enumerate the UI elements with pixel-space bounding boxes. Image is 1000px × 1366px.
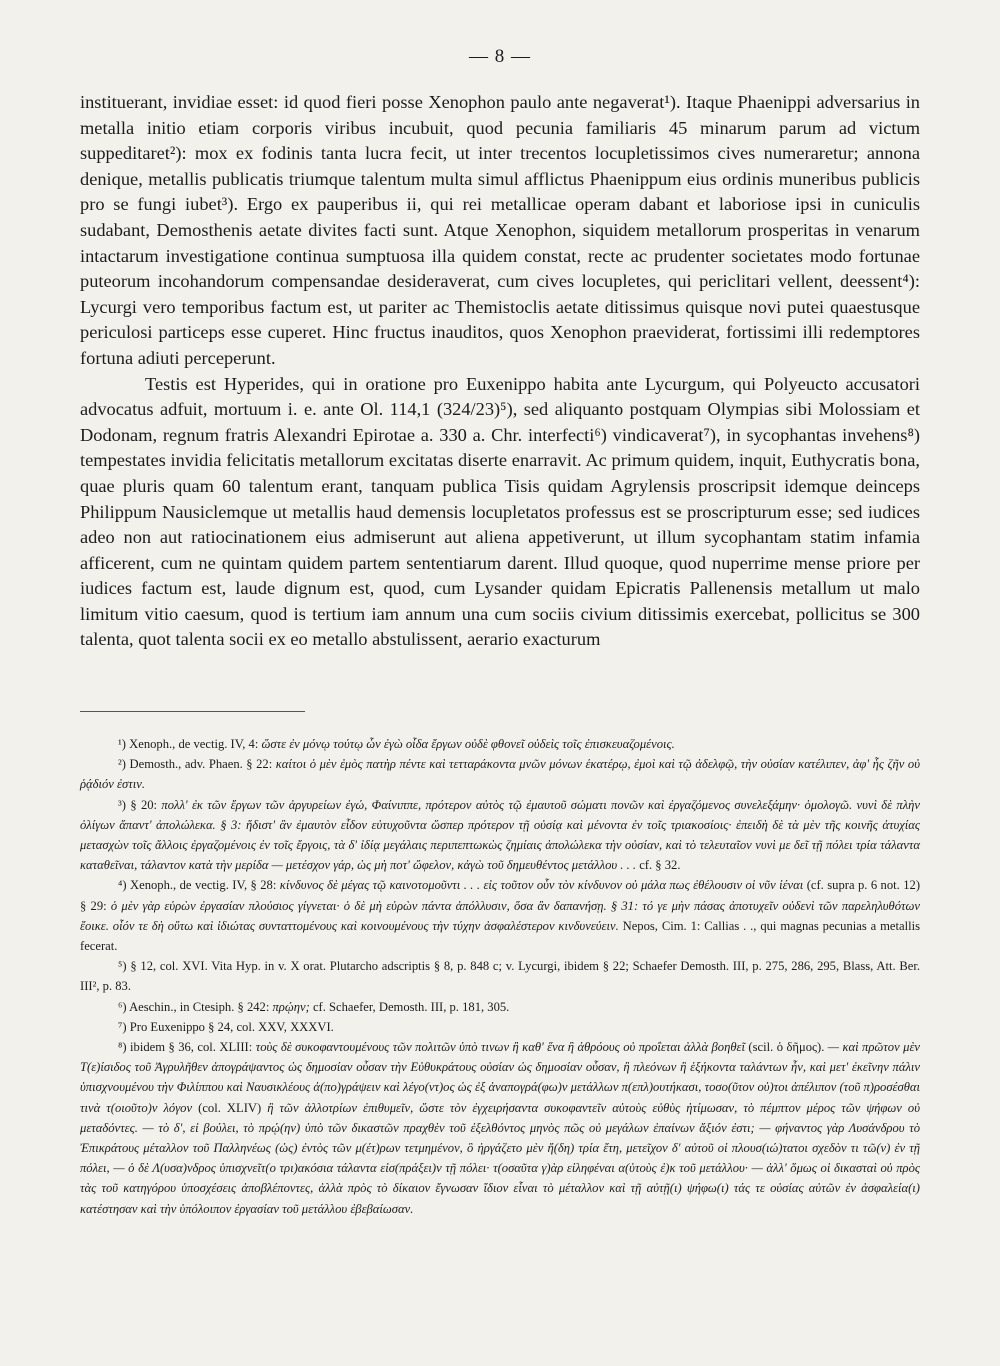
footnote-mark: ⁵) [118, 959, 127, 974]
footnote-mark: ⁴) [118, 878, 127, 893]
footnote-latin-2: cf. Schaefer, Demosth. III, p. 181, 305. [312, 999, 510, 1014]
footnote-latin: Xenoph., de vectig. IV, § 28: [130, 878, 277, 893]
footnote-latin-3: Nepos, Cim. 1: Callias . ., qui magnas pecunias a metallis fecerat. [80, 918, 920, 954]
footnote-mark: ⁶) [118, 999, 127, 1014]
footnote-3 [80, 795, 920, 876]
footnote-greek-3: ἢ τῶν ἀλλοτρίων ἐπιθυμεῖν, ὥστε τὸν ἐγχειρήσαντα συκοφαντεῖν αὐτοὺς εὐθὺς ἠτίμωσαν, τὸ πέμπτον μέρος τῶν ψήφων οὐ μεταδόντες. — τὸ δ', εἰ βούλει, τὸ πρῴ(ην) ὑπὸ τῶν δικαστῶν πραχθὲν τοῦ ἐξελθόντος μηνὸς πῶς οὐ μεγάλων ἐπαίνων ἄξιόν ἐστι; — φήναντος γὰρ Λυσάνδρου τὸ Ἐπικράτους μέταλλον τοῦ Παλληνέως (ὡς) ἐντὸς τῶν μ(έτ)ρων τετμημένον, ὃ ἠργάζετο μὲν ἤ(δη) τρία ἔτη, μετεῖχον δ' αὐτοῦ οἱ πλουσ(ιώ)τατοι σχεδὸν τι τῶ(ν) ἐν τῇ πόλει, — ὁ δὲ Λ(υσα)νδρος ὑπισχνεῖτ(ο τρι)ακόσια τάλαντα εἰσ(πράξει)ν τῇ πόλει· τ(οσαῦτα γ)ὰρ εἰληφέναι α(ὐτοὺς ἐ)κ τοῦ μετάλλου· — ἀλλ' ὅμως οἱ δικασταὶ οὐ πρὸς τὰς τοῦ κατηγόρου ὑποσχέσεις ἀποβλέποντες, ἀλλὰ πρὸς τὸ δίκαιον ἔγνωσαν ἴδιον εἶναι τὸ μέταλλον καὶ τῇ αὐτῇ(ι) ψήφω(ι) τάς τε οὐσίας αὐτῶν ἐν ἀσφαλεία(ι) κατέστησαν καὶ τὴν ὑπόλοιπον ἐργασίαν τοῦ μετάλλου ἐβεβαίωσαν. [80, 1100, 920, 1216]
footnote-greek-2: ὁ μὲν γὰρ εὑρὼν ἐργασίαν πλούσιος γίγνεται· ὁ δὲ μὴ εὑρὼν πάντα ἀπόλλυσιν, ὅσα ἂν δαπανήσῃ. § 31: τό γε μὴν πάσας ἀποτυχεῖν οὐδενὶ τῶν παρεληλυθότων ἔοικε. οἷόν τε δὴ οὕτω καὶ ἰδιώτας συνταττομένους καὶ κοινουμένους τὴν τύχην ἀσφαλέστερον κινδυνεύειν. [80, 898, 920, 933]
footnote-5 [80, 956, 920, 996]
footnotes [80, 734, 920, 1219]
footnote-mark: ³) [118, 797, 126, 812]
footnote-latin: § 20: [130, 797, 158, 812]
footnote-mark: ²) [118, 757, 126, 772]
footnote-latin: Pro Euxenippo § 24, col. XXV, XXXVI. [129, 1019, 334, 1034]
footnote-greek: πρῴην; [272, 999, 310, 1014]
paragraph-2: Testis est Hyperides, qui in oratione pro Euxenippo habita ante Lycurgum, qui Polyeucto accusatori advocatus adfuit, mortuum i. e. ante Ol. 114,1 (324/23)⁵), sed aliquanto postquam Olympias sibi Molossiam et Dodonam, regnum fratris Alexandri Epirotae a. 330 a. Chr. interfecti⁶) vindicaverat⁷), in sycophantas invehens⁸) tempestates invidia felicitatis metallorum excitatas diserte enarravit. Ac primum quidem, inquit, Euthycratis bona, quae pluris quam 60 talentum erant, tanquam publica Tisis quidam Agrylensis proscripsit idemque deinceps Philippum Nausiclemque ut metallis haud demensis locupletatos professus est se proscripturum esse; sed iudices adeo non aut ratiocinationem eius admiserunt aut aliena appetiverunt, ut illum sycophantam statim infamia afficerent, cum ne quintam quidem partem sententiarum darent. Illud quoque, quod nuperrime mense priore per iudices factum est, laude dignum est, quod, cum Lysander quidam Epicratis Pallenensis metallum ut malo limitum vitio caesum, quod is tertium iam annum una cum sociis civium ditissimis exercebat, pollicitus se 300 talenta, quot talenta socii ex eo metallo abstulissent, aerario exacturum [80, 373, 920, 650]
footnote-trail: cf. § 32. [639, 858, 681, 873]
footnote-latin: Aeschin., in Ctesiph. § 242: [129, 999, 270, 1014]
footnote-latin-2: (scil. ὁ δῆμος). [748, 1040, 825, 1055]
footnote-mark: ⁸) [118, 1040, 127, 1055]
page-number: — 8 — [469, 46, 531, 67]
paragraph-1: instituerant, invidiae esset: id quod fieri posse Xenophon paulo ante negaverat¹). Itaque Phaenippi adversarius in metalla initio etiam corporis viribus incubuit, quod pecunia familiaris 45 minarum parum ad victum suppeditaret²): mox ex fodinis tanta lucra fecit, ut inter trecentos locupletissimos cives numeraretur; annona denique, metallis publicatis triumque talentum multa simul afflictus Phaenippum eius ordinis muneribus publicis pro se fungi iubet³). Ergo ex pauperibus ii, qui rei metallicae operam dabant et laboriose ipsi in cuniculis sudabant, Demosthenis aetate divites facti sunt. Atque Xenophon, siquidem metallorum prosperitas in venarum intactarum investigatione continua sumptuosa illa quidem constat, recte ac prudenter societates modo fortunae puteorum incohandorum compensandae desideraverat, cum cives locupletes, qui periclitari vellent, deessent⁴): Lycurgi vero temporibus factum est, ut pariter ac Themistoclis aetate ditissimus quisque novi putei quaestusque periculosi particeps esse cuperet. Hinc fructus inauditos, quos Xenophon praeviderat, fortissimi illi redemptores fortuna adiuti perceperunt. [80, 92, 920, 368]
footnote-greek: τοὺς δὲ συκοφαντουμένους τῶν πολιτῶν ὑπὸ τινων ἢ καθ' ἕνα ἢ ἀθρόους οὐ προΐεται ἀλλὰ βοηθεῖ [255, 1040, 745, 1055]
footnote-divider [80, 711, 305, 712]
footnote-latin-2: (cf. supra p. 6 not. 12) § 29: [80, 878, 921, 913]
footnote-latin-3: (col. XLIV) [198, 1100, 262, 1115]
footnote-latin: § 12, col. XVI. Vita Hyp. in v. X orat. Plutarcho adscriptis § 8, p. 848 c; v. Lycurgi, ibidem § 22; Schaefer Demosth. III, p. 275, 286, 295, Blass, Att. Ber. III², p. 83. [80, 959, 920, 994]
footnote-greek: ὥστε ἐν μόνῳ τούτῳ ὧν ἐγὼ οἶδα ἔργων οὐδὲ φθονεῖ οὐδεὶς τοῖς ἐπισκευαζομένοις. [261, 737, 675, 751]
footnote-1 [80, 734, 920, 754]
body-text [80, 90, 920, 653]
footnote-greek: κίνδυνος δὲ μέγας τῷ καινοτομοῦντι . . . εἰς τοῦτον οὖν τὸν κίνδυνον οὐ μάλα πως ἐθέλουσιν οἱ νῦν ἰέναι [279, 878, 804, 893]
footnote-latin: Demosth., adv. Phaen. § 22: [129, 757, 273, 772]
footnote-latin: ibidem § 36, col. XLIII: [130, 1040, 253, 1055]
footnote-mark: ⁷) [118, 1019, 127, 1034]
footnote-6 [80, 997, 920, 1017]
footnote-latin: Xenoph., de vectig. IV, 4: [129, 737, 259, 751]
footnote-4 [80, 875, 920, 956]
footnote-7 [80, 1017, 920, 1037]
footnote-greek: πολλ' ἐκ τῶν ἔργων τῶν ἀργυρείων ἐγώ, Φαίνιππε, πρότερον αὐτὸς τῷ ἐμαυτοῦ σώματι πονῶν καὶ ἐργαζόμενος συνελεξάμην· ὁμολογῶ. νυνὶ δὲ πλὴν ὀλίγων ἅπαντ' ἀπολώλεκα. § 3: ἥδιστ' ἂν ἐμαυτὸν εἶδον εὐτυχοῦντα ὥσπερ πρότερον τῇ οὐσίᾳ καὶ μένοντα ἐν τοῖς τριακοσίοις· ἐπειδὴ δὲ τὰ μὲν τῆς κοινῆς ἀτυχίας μετασχὼν τοῖς ἄλλοις ἐργαζομένοις ἐν τοῖς ἔργοις, τὰ δ' ἰδίᾳ μεγάλαις περιπεπτωκὼς ζημίαις ἀπολώλεκα τὴν οὐσίαν, καὶ τὸ τελευταῖον νυνὶ με δεῖ τῇ πόλει τρία τάλαντα καταθεῖναι, τάλαντον κατὰ τὴν μερίδα — μετέσχον γάρ, ὡς μὴ ποτ' ὤφελον, κἀγὼ τοῦ δημευθέντος μετάλλου . . . [80, 797, 921, 873]
footnote-greek: καίτοι ὁ μὲν ἐμὸς πατὴρ πέντε καὶ τετταράκοντα μνῶν μόνων ἑκατέρῳ, ἐμοὶ καὶ τῷ ἀδελφῷ, τὴν οὐσίαν κατέλιπεν, ἀφ' ἧς ζῆν οὐ ῥᾴδιόν ἐστιν. [80, 757, 920, 792]
footnote-2 [80, 754, 920, 794]
footnote-greek-2: — καὶ πρῶτον μὲν Τ(ε)ίσιδος τοῦ Ἀγρυλῆθεν ἀπογράψαντος ὡς δημοσίαν οὖσαν τὴν Εὐθυκράτους οὐσίαν ὡς δημοσίαν οὖσαν, ἢ πλεόνων ἢ ἑξήκοντα ταλάντων ἦν, καὶ μετ' ἐκεῖνην πάλιν ὑπισχνουμένου τὴν Φιλίππου καὶ Ναυσικλέους ἀ(πο)γράψειν καὶ λέγο(ντ)ος ὡς ἐξ ἀναπογρά(φω)ν μετάλλων π(επλ)ουτήκασι, τοσο(ῦτον οὐ)τοι ἀπέλιπον (τοῦ π)ροσέσθαι τινὰ τ(οιοῦτο)ν λόγον [80, 1040, 920, 1115]
footnote-8 [80, 1037, 920, 1219]
footnote-mark: ¹) [118, 737, 126, 751]
